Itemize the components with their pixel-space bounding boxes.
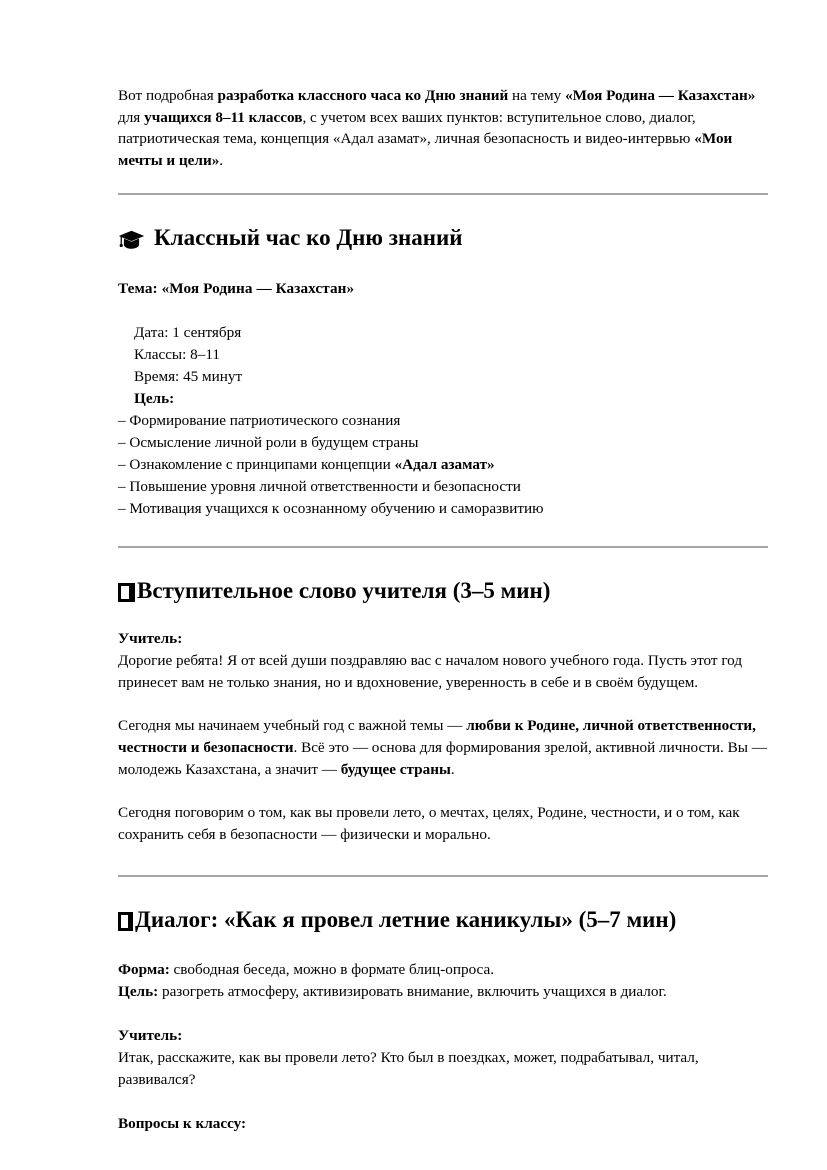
section-3-questions-label: Вопросы к классу:: [118, 1115, 247, 1133]
meta-item-classes: Классы: 8–11: [134, 346, 220, 364]
s2-p2-text-2: . Всё это — основа для формирования зрелой, активной личности. Вы — молодежь Казахстана, а значит —: [118, 739, 767, 779]
goal-item-4: [118, 476, 768, 498]
divider-3: [118, 875, 768, 877]
section-2-title-text: Вступительное слово учителя (3–5 мин): [137, 578, 551, 604]
intro-text-0: Вот подробная: [118, 87, 218, 104]
meta-item-time: Время: 45 минут: [134, 368, 243, 386]
goal-item-1-text: – Формирование патриотического сознания: [118, 412, 401, 430]
section-1-goal-list: [118, 410, 768, 520]
section-3-speaker-label: Учитель:: [118, 1027, 183, 1045]
divider-2-wrap: [118, 546, 768, 548]
goal-item-3-emphasis: «Адал азамат»: [394, 456, 495, 474]
divider-1-wrap: [118, 193, 768, 195]
intro-text-6: , с учетом всех ваших пунктов: вступительное слово, диалог, патриотическая тема, концепция «Адал азамат», личная безопасность и видео-интервью: [118, 108, 696, 148]
goal-item-3: [118, 454, 768, 476]
intro-text-7: «Мои мечты и цели»: [118, 130, 733, 169]
intro-text-5: учащихся 8–11 классов: [144, 108, 303, 126]
goal-item-2-text: – Осмысление личной роли в будущем страны: [118, 434, 419, 452]
graduation-cap-icon: [118, 229, 145, 251]
goal-item-3-text: – Ознакомление с принципами концепции: [118, 456, 395, 474]
s2-p2-text-1: любви к Родине, личной ответственности, честности и безопасности: [118, 717, 756, 757]
divider-1: [118, 193, 768, 195]
missing-glyph-box-icon: [118, 583, 135, 602]
section-3-goal-value: разогреть атмосферу, активизировать внимание, включить учащихся в диалог.: [158, 983, 667, 1001]
section-2-paragraph-1: Дорогие ребята! Я от всей души поздравляю вас с началом нового учебного года. Пусть этот год принесет вам не только знания, но и вдохновение, уверенность в себе и в своём будущем.: [118, 652, 743, 692]
intro-text-8: .: [219, 151, 224, 169]
section-1-meta-list: [118, 322, 768, 410]
meta-item-date: Дата: 1 сентября: [134, 324, 242, 342]
s2-p2-text-3: будущее страны: [340, 761, 451, 779]
intro-text-4: для: [118, 108, 145, 126]
section-3-speaker-text: Итак, расскажите, как вы провели лето? Кто был в поездках, может, подрабатывал, читал, развивался?: [118, 1049, 699, 1089]
section-2-heading: [118, 577, 768, 606]
section-2-speaker-label: Учитель:: [118, 630, 183, 648]
section-1-title-text: Классный час ко Дню знаний: [154, 225, 463, 251]
goal-item-2: [118, 432, 768, 454]
intro-text-1: разработка классного часа ко Дню знаний: [217, 87, 509, 104]
section-2-paragraph-3: Сегодня поговорим о том, как вы провели лето, о мечтах, целях, Родине, честности, и о том, как сохранить себя в безопасности — физически и морально.: [118, 804, 740, 844]
s2-p2-text-4: .: [450, 761, 455, 779]
divider-2: [118, 546, 768, 548]
intro-paragraph: [118, 85, 768, 171]
goal-item-5: [118, 498, 768, 520]
missing-glyph-box-icon: [118, 912, 133, 931]
section-1-heading: [118, 224, 768, 253]
intro-text-3: «Моя Родина — Казахстан»: [565, 87, 756, 104]
section-3-form-label: Форма:: [118, 961, 170, 979]
section-3-form-value: свободная беседа, можно в формате блиц-опроса.: [169, 961, 495, 979]
section-1-theme: Тема: «Моя Родина — Казахстан»: [118, 280, 355, 298]
document-content: [118, 85, 768, 1133]
section-2-paragraph-2: [118, 715, 768, 781]
section-3-meta-block: [118, 959, 768, 1003]
meta-item-goal-label: Цель:: [134, 390, 175, 408]
section-3-title-text: Диалог: «Как я провел летние каникулы» (5–7 мин): [135, 907, 677, 933]
s2-p2-text-0: Сегодня мы начинаем учебный год с важной темы —: [118, 717, 467, 735]
section-3-form-line: [118, 959, 768, 981]
goal-item-5-text: – Мотивация учащихся к осознанному обучению и саморазвитию: [118, 500, 544, 518]
goal-item-1: [118, 410, 768, 432]
section-3-heading: [118, 906, 768, 935]
section-3-goal-line: [118, 981, 768, 1003]
intro-text-2: на тему: [508, 87, 566, 104]
divider-3-wrap: [118, 875, 768, 877]
section-3-goal-label: Цель:: [118, 983, 159, 1001]
goal-item-4-text: – Повышение уровня личной ответственности и безопасности: [118, 478, 521, 496]
